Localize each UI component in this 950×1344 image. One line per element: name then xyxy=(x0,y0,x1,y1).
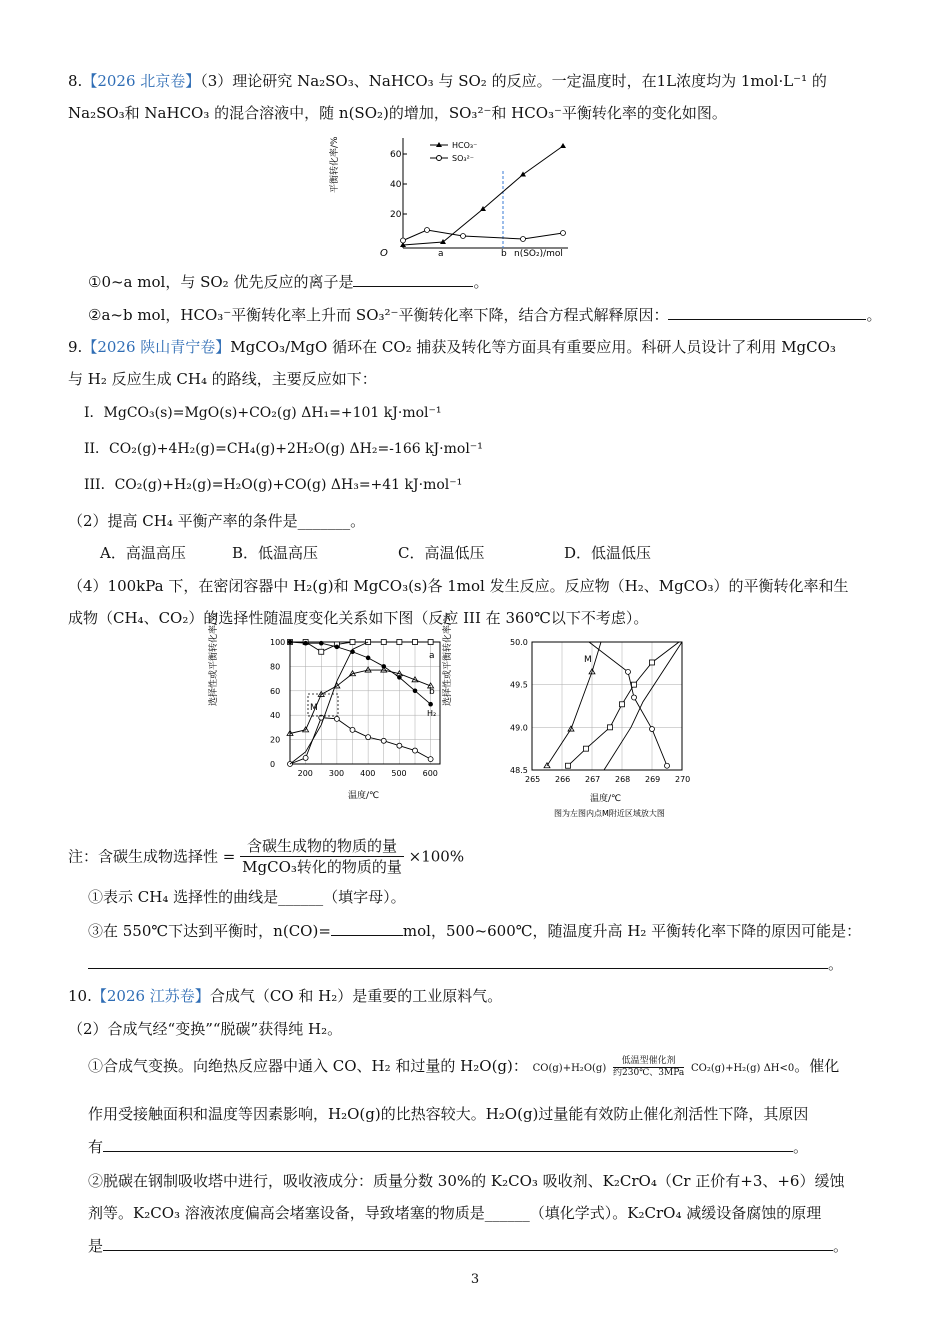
chart2-point-3-3 xyxy=(334,716,339,721)
label-M: M xyxy=(310,703,318,713)
q9-part4-line1: （4）100kPa 下，在密闭容器中 H₂(g)和 MgCO₃(s)各 1mol 发生反应。反应物（H₂、MgCO₃）的平衡转化率和生 xyxy=(68,577,849,595)
q10-sub2-line3: 是 。 xyxy=(88,1234,848,1257)
chart2-point-2-6 xyxy=(381,664,386,669)
q9-sub3-answer: 。 xyxy=(88,952,843,975)
q10-sub1-line3: 有 。 xyxy=(88,1135,808,1158)
chart2-xtick: 500 xyxy=(391,769,407,778)
chart2-point-3-4 xyxy=(350,727,355,732)
chart2-point-2-0 xyxy=(288,640,293,645)
chart2-point-0-7 xyxy=(397,640,402,645)
origin-label: O xyxy=(380,248,388,259)
legend-hco3: HCO₃⁻ xyxy=(452,141,478,150)
q10-part2: （2）合成气经“变换”“脱碳”获得纯 H₂。 xyxy=(68,1020,343,1038)
chart3-xtick: 265 xyxy=(525,775,541,784)
chart3-point-1-1 xyxy=(626,669,631,674)
chart3-series-0 xyxy=(547,642,601,766)
chart2-xtick: 300 xyxy=(328,769,345,778)
chart2-point-2-3 xyxy=(335,645,340,650)
chart3-x-label: 温度/℃ xyxy=(590,794,622,804)
chart2-point-0-9 xyxy=(428,640,433,645)
q8-source: 【2026 北京卷】 xyxy=(82,72,201,90)
label-a: a xyxy=(429,651,435,661)
chart2-series-3 xyxy=(290,718,431,764)
chart-so2-conversion xyxy=(330,128,578,260)
chart3-point-2-3 xyxy=(620,702,625,707)
chart2-series-2 xyxy=(290,642,431,704)
chart3-label-M: M xyxy=(584,655,592,665)
chart2-ytick: 100 xyxy=(270,638,286,647)
q9-option-d[interactable]: D．低温低压 xyxy=(564,544,652,562)
chart3-xtick: 266 xyxy=(555,775,571,784)
chart2-point-2-8 xyxy=(413,689,418,694)
q9-number: 9. xyxy=(68,338,83,356)
chart3-ytick: 50.0 xyxy=(510,638,528,647)
chart2-point-3-6 xyxy=(381,738,386,743)
chart3-point-2-5 xyxy=(650,660,655,665)
chart1-point-0-4 xyxy=(560,143,566,148)
q8-line2: Na₂SO₃和 NaHCO₃ 的混合溶液中，随 n(SO₂)的增加，SO₃²⁻和 HCO₃⁻平衡转化率的变化如图。 xyxy=(68,104,727,122)
q9-part2: （2）提高 CH₄ 平衡产率的条件是_______。 xyxy=(68,512,366,530)
chart2-point-2-5 xyxy=(366,656,371,661)
chart1-point-1-4 xyxy=(561,231,566,236)
q10-line1: 10.【2026 江苏卷】合成气（CO 和 H₂）是重要的工业原料气。 xyxy=(68,987,503,1005)
chart2-point-2-1 xyxy=(303,641,308,646)
q10-sub2-line1: ②脱碳在钢制吸收塔中进行，吸收液成分：质量分数 30%的 K₂CO₃ 吸收剂、K₂CrO₄（Cr 正价有+3、+6）缓蚀 xyxy=(88,1172,845,1190)
ytick-40: 40 xyxy=(390,180,402,190)
q9-sub3: ③在 550℃下达到平衡时，n(CO)= mol，500~600℃，随温度升高 H₂ 平衡转化率下降的原因可能是： xyxy=(88,919,861,942)
q8-number: 8. xyxy=(68,72,83,90)
q9-option-c[interactable]: C．高温低压 xyxy=(398,544,485,562)
chart2-ytick: 60 xyxy=(270,686,281,696)
chart1-point-1-0 xyxy=(401,238,406,243)
q8-line1 xyxy=(68,70,827,92)
chart2-point-0-2 xyxy=(319,649,324,654)
q9-blank-reason[interactable] xyxy=(88,952,828,969)
chart2-point-0-4 xyxy=(350,640,355,645)
chart3-point-2-1 xyxy=(584,746,589,751)
q8-sub1: ①0~a mol，与 SO₂ 优先反应的离子是 。 xyxy=(88,270,488,293)
q10-source: 【2026 江苏卷】 xyxy=(91,987,210,1005)
chart2-ytick: 0 xyxy=(270,760,276,769)
chart2-point-3-5 xyxy=(366,735,371,740)
q9-source: 【2026 陕山青宁卷】 xyxy=(82,338,231,356)
q10-number: 10. xyxy=(68,987,92,1005)
chart2-series-4 xyxy=(290,642,368,764)
chart2-point-0-6 xyxy=(381,640,386,645)
chart2-ytick: 80 xyxy=(270,662,281,672)
chart3-ytick: 48.5 xyxy=(510,766,528,775)
chart3-ytick: 49.5 xyxy=(510,680,528,690)
q9-reaction2: II．CO₂(g)+4H₂(g)=CH₄(g)+2H₂O(g) ΔH₂=-166 kJ·mol⁻¹ xyxy=(84,441,483,457)
q8-text1: （3）理论研究 Na₂SO₃、NaHCO₃ 与 SO₂ 的反应。一定温度时，在1L浓度均为 1mol·L⁻¹ 的 xyxy=(200,72,827,90)
chart3-series-1 xyxy=(589,642,667,766)
q9-part4-line2: 成物（CH₄、CO₂）的选择性随温度变化关系如下图（反应 III 在 360℃以下不考虑）。 xyxy=(68,609,649,627)
xtick-a: a xyxy=(438,249,444,259)
label-h2: H₂ xyxy=(427,709,437,718)
chart2-xtick: 400 xyxy=(360,769,376,778)
legend-so3: SO₃²⁻ xyxy=(452,154,475,163)
page-number: 3 xyxy=(470,1272,480,1287)
chart3-xtick: 269 xyxy=(645,775,661,784)
q10-sub2-line2: 剂等。K₂CO₃ 溶液浓度偏高会堵塞设备，导致堵塞的物质是______（填化学式）。K₂CrO₄ 减缓设备腐蚀的原理 xyxy=(88,1204,822,1222)
chart2-point-2-9 xyxy=(428,702,433,707)
ytick-60: 60 xyxy=(390,150,402,160)
ytick-20: 20 xyxy=(390,210,402,220)
chart2-ytick: 20 xyxy=(270,735,281,745)
y-axis-label: 平衡转化率/% xyxy=(330,136,340,193)
chart2-series-1 xyxy=(290,670,431,733)
chart-zoom-M xyxy=(443,613,692,826)
chart3-point-1-3 xyxy=(650,727,655,732)
q9-reaction3: III．CO₂(g)+H₂(g)=H₂O(g)+CO(g) ΔH₃=+41 kJ·mol⁻¹ xyxy=(84,477,463,493)
q9-option-b[interactable]: B．低温高压 xyxy=(232,544,319,562)
chart2-point-3-7 xyxy=(397,743,402,748)
chart3-xtick: 267 xyxy=(585,775,601,784)
chart3-xtick: 268 xyxy=(615,775,631,784)
chart2-xtick: 200 xyxy=(297,769,313,778)
chart3-point-2-2 xyxy=(608,725,613,730)
chart1-point-1-2 xyxy=(461,234,466,239)
chart2-y-label: 选择性或平衡转化率/% xyxy=(209,613,219,706)
chart3-point-1-2 xyxy=(632,695,637,700)
chart1-point-1-1 xyxy=(425,228,430,233)
chart2-ytick: 40 xyxy=(270,711,281,721)
chart2-x-label: 温度/℃ xyxy=(348,791,380,801)
chart2-point-3-9 xyxy=(428,757,433,762)
q8-blank2[interactable] xyxy=(668,303,866,320)
chart1-point-1-3 xyxy=(521,237,526,242)
chart3-xtick: 270 xyxy=(675,775,691,784)
label-b: b xyxy=(429,687,435,697)
q10-blank2[interactable] xyxy=(103,1234,833,1251)
chart3-point-2-4 xyxy=(632,682,637,687)
chart2-xtick: 600 xyxy=(422,769,438,778)
chart1-point-0-3 xyxy=(520,172,526,177)
x-axis-label: n(SO₂)/mol xyxy=(514,249,563,259)
chart2-point-2-2 xyxy=(319,641,324,646)
chart3-y-label: 选择性或平衡转化率/% xyxy=(443,613,453,706)
chart2-point-3-8 xyxy=(413,748,418,753)
q10-blank1[interactable] xyxy=(103,1135,793,1152)
chart2-point-3-1 xyxy=(303,755,308,760)
q10-sub1: ①合成气变换。向绝热反应器中通入 CO、H₂ 和过量的 H₂O(g)： CO(g)+H₂O(g) 低温型催化剂 约230℃、3MPa CO₂(g)+H₂(g) ΔH<0。催化 xyxy=(88,1055,840,1078)
q9-note: 注：含碳生成物选择性 = $\frac{\text{含碳生成物的物质的量}}{\text{MgCO₃转化的物质的量}}$ ×100% xyxy=(68,837,465,876)
q9-blank-nco[interactable] xyxy=(331,919,403,936)
chart3-point-1-4 xyxy=(665,763,670,768)
xtick-b: b xyxy=(501,249,507,259)
chart-temperature-selectivity xyxy=(209,613,448,806)
chart3-ytick: 49.0 xyxy=(510,723,528,733)
chart3-series-3 xyxy=(604,642,682,770)
q8-blank1[interactable] xyxy=(353,270,473,287)
selectivity-fraction: $\frac{\text{含碳生成物的物质的量}}{\text{MgCO₃转化的物质的量}}$ xyxy=(242,837,402,876)
q8-sub2: ②a~b mol，HCO₃⁻平衡转化率上升而 SO₃²⁻平衡转化率下降，结合方程式解释原因： 。 xyxy=(88,303,881,326)
chart2-point-2-7 xyxy=(397,675,402,680)
q9-line1: 9.【2026 陕山青宁卷】MgCO₃/MgO 循环在 CO₂ 捕获及转化等方面具有重要应用。科研人员设计了利用 MgCO₃ xyxy=(68,338,836,356)
q9-reaction1: I．MgCO₃(s)=MgO(s)+CO₂(g) ΔH₁=+101 kJ·mol⁻¹ xyxy=(84,405,442,421)
q9-sub1: ①表示 CH₄ 选择性的曲线是______（填字母）。 xyxy=(88,888,406,906)
q10-sub1-line2: 作用受接触面积和温度等因素影响，H₂O(g)的比热容较大。H₂O(g)过量能有效防止催化剂活性下降，其原因 xyxy=(88,1105,809,1123)
chart3-point-2-0 xyxy=(566,763,571,768)
chart3-caption: 图为左图内点M附近区域放大图 xyxy=(554,809,665,818)
q9-option-a[interactable]: A．高温高压 xyxy=(100,544,186,562)
chart2-point-0-8 xyxy=(413,640,418,645)
q9-line2: 与 H₂ 反应生成 CH₄ 的路线，主要反应如下： xyxy=(68,370,377,388)
